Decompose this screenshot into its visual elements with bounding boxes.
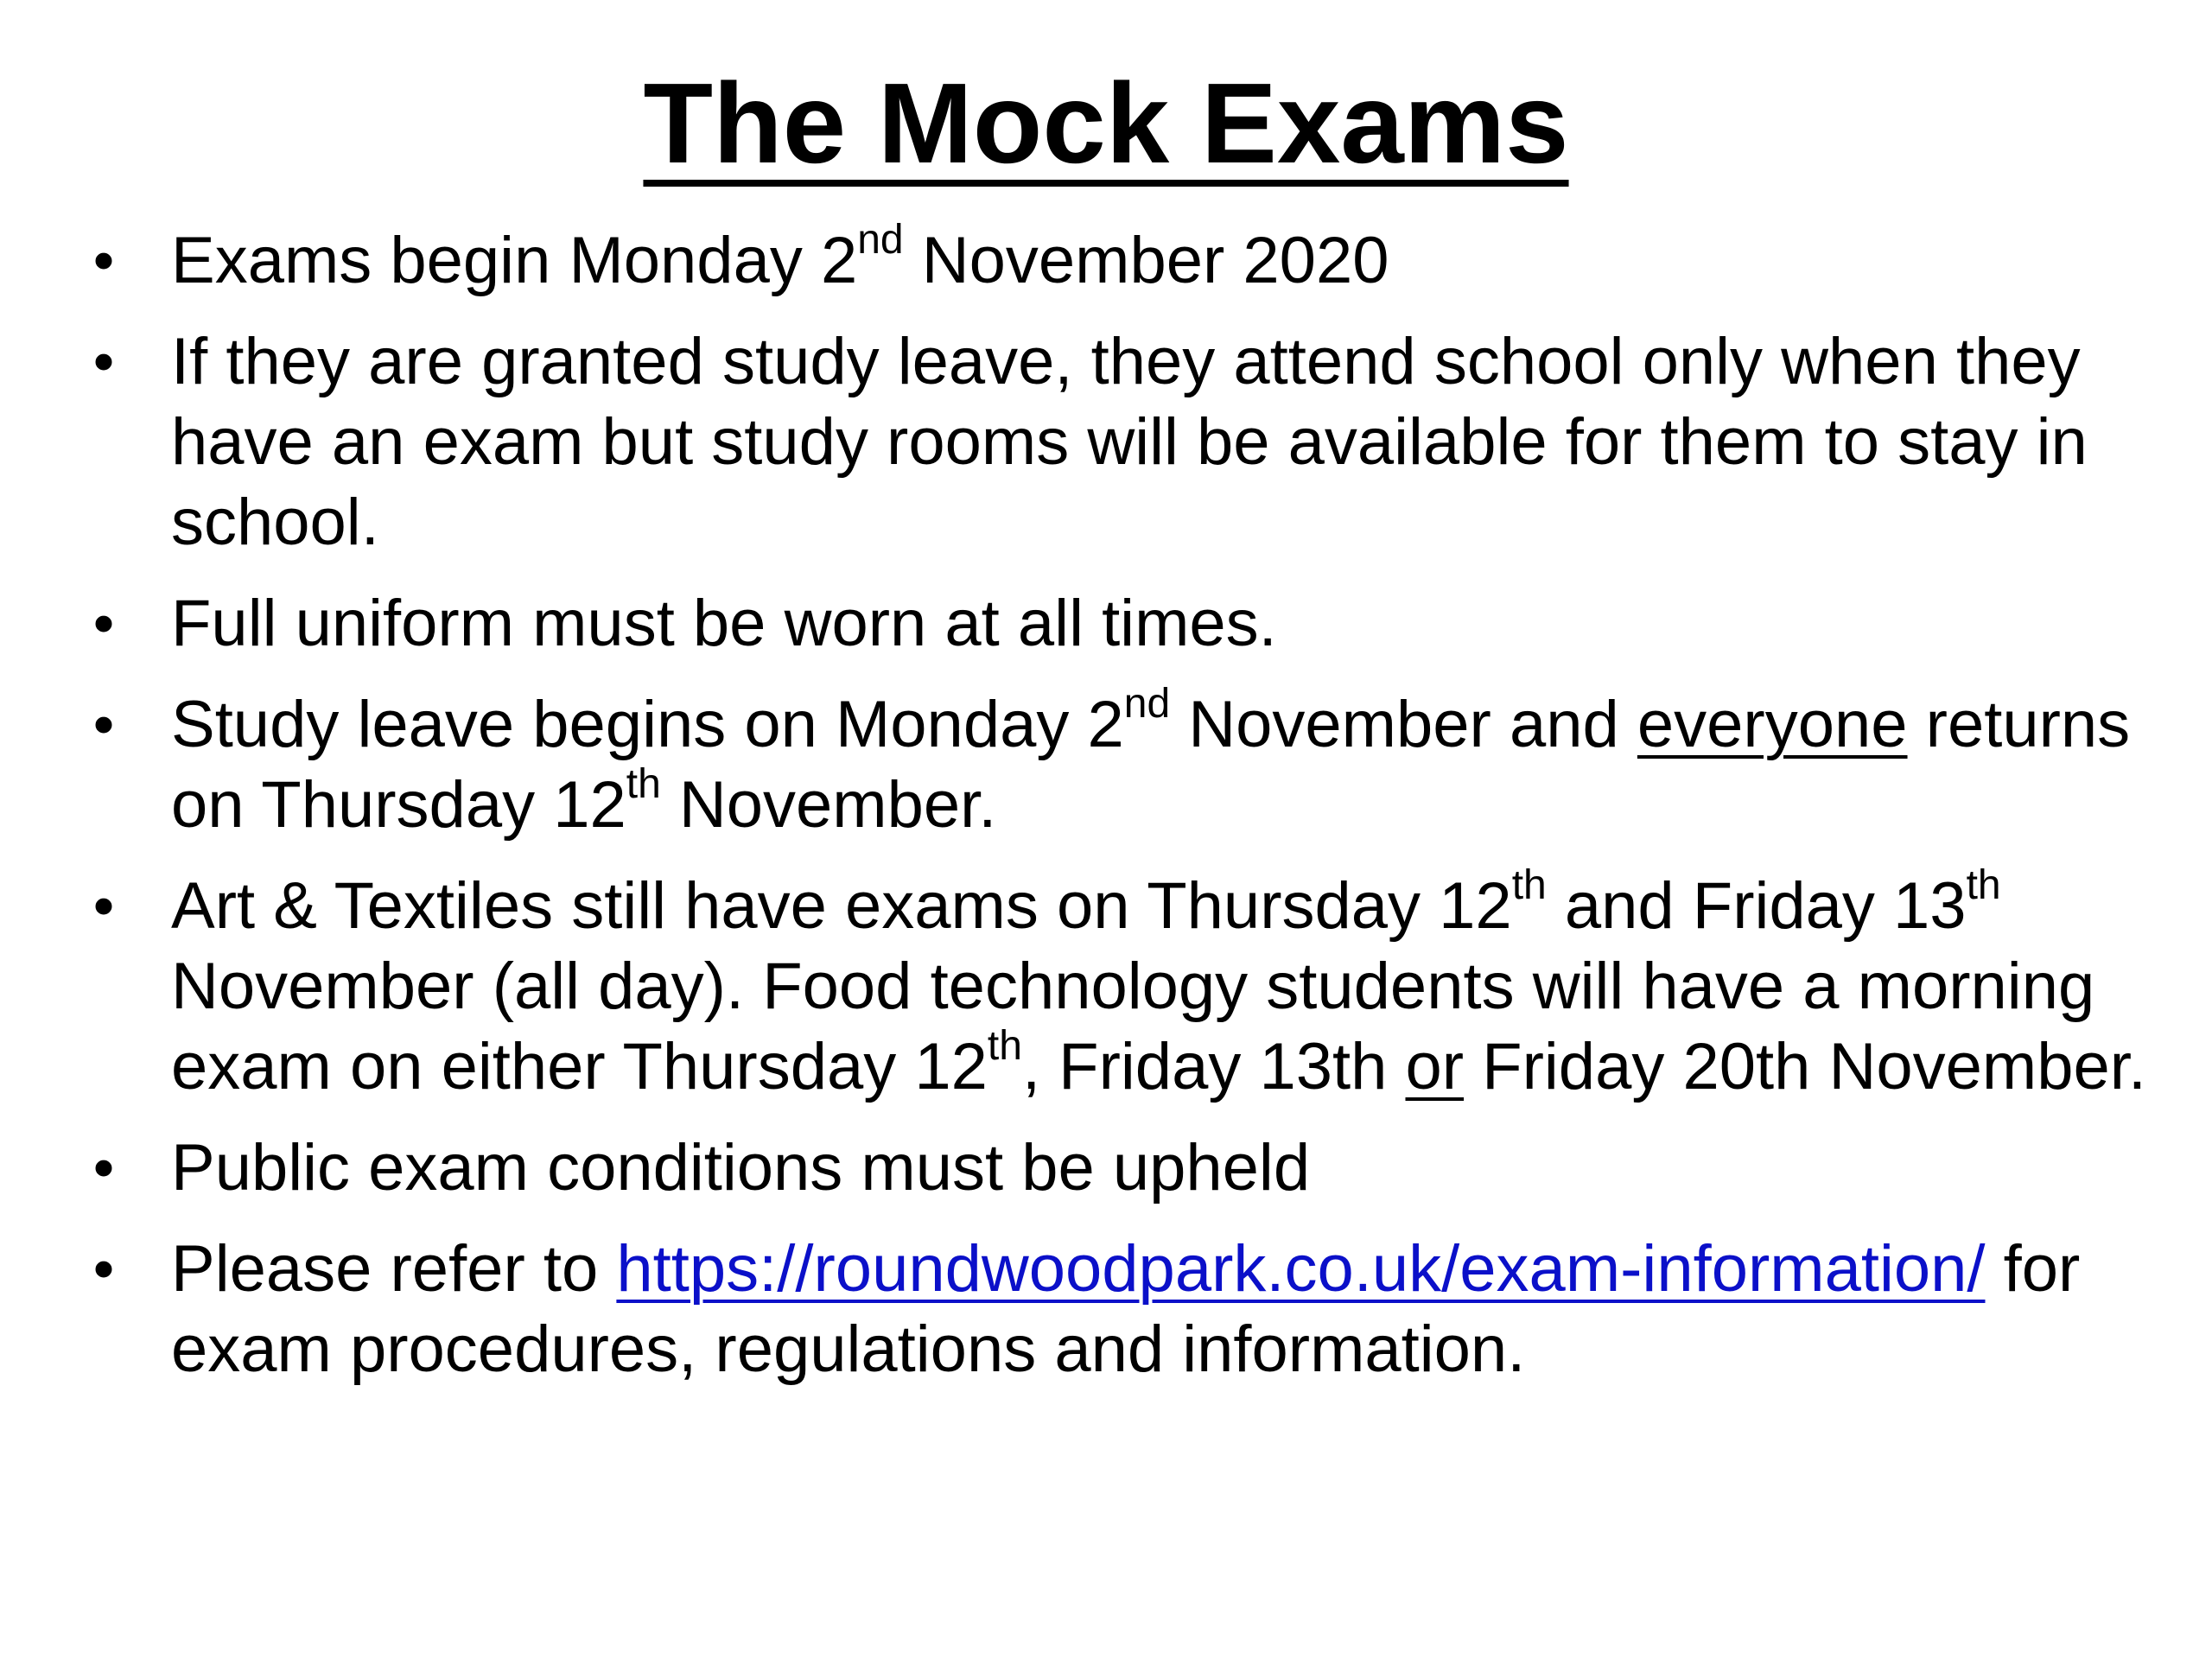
bullet-dot-icon: • bbox=[92, 327, 115, 395]
text-run: November. bbox=[660, 768, 997, 842]
text-run: November (all day). Food technology students will have a morning exam on either Thursday 12 bbox=[171, 950, 2095, 1103]
text-run: Friday 20th November. bbox=[1464, 1030, 2146, 1103]
bullet-dot-icon: • bbox=[92, 589, 115, 657]
ordinal-suffix: th bbox=[626, 761, 661, 807]
underlined-text: or bbox=[1405, 1030, 1465, 1103]
bullet-item-refer-link bbox=[0, 1229, 2212, 1389]
text-run: November and bbox=[1170, 688, 1637, 761]
text-run: and Friday 13 bbox=[1546, 869, 1967, 943]
bullet-dot-icon: • bbox=[92, 1235, 115, 1302]
ordinal-suffix: nd bbox=[1123, 681, 1171, 727]
text-run: If they are granted study leave, they attend school only when they have an exam but study rooms will be available for them to stay in school. bbox=[171, 325, 2088, 559]
title-text: The Mock Exams bbox=[643, 60, 1569, 187]
text-run: Please refer to bbox=[171, 1232, 617, 1306]
bullet-list bbox=[0, 217, 2212, 1410]
text-run: Exams begin Monday 2 bbox=[171, 224, 858, 297]
text-run: Public exam conditions must be upheld bbox=[171, 1131, 1311, 1205]
bullet-item-study-leave-attendance bbox=[0, 321, 2212, 563]
bullet-dot-icon: • bbox=[92, 690, 115, 758]
underlined-text: everyone bbox=[1637, 688, 1908, 761]
bullet-dot-icon: • bbox=[92, 872, 115, 939]
page-title bbox=[0, 50, 2212, 197]
exam-information-link[interactable]: https://roundwoodpark.co.uk/exam-information/ bbox=[616, 1232, 1986, 1306]
bullet-item-exam-start bbox=[0, 217, 2212, 301]
text-run: for exam procedures, regulations and information. bbox=[171, 1232, 2081, 1386]
bullet-dot-icon: • bbox=[92, 226, 115, 294]
bullet-item-uniform bbox=[0, 583, 2212, 664]
bullet-dot-icon: • bbox=[92, 1134, 115, 1201]
bullet-item-exam-conditions bbox=[0, 1128, 2212, 1208]
ordinal-suffix: nd bbox=[857, 217, 904, 263]
text-run: returns on Thursday 12 bbox=[171, 688, 2131, 842]
text-run: November 2020 bbox=[903, 224, 1389, 297]
text-run: Full uniform must be worn at all times. bbox=[171, 587, 1277, 660]
text-run: Art & Textiles still have exams on Thursday 12 bbox=[171, 869, 1512, 943]
ordinal-suffix: th bbox=[1511, 862, 1547, 908]
ordinal-suffix: th bbox=[1966, 862, 2001, 908]
text-run: Study leave begins on Monday 2 bbox=[171, 688, 1124, 761]
ordinal-suffix: th bbox=[987, 1023, 1022, 1069]
bullet-item-art-textiles-food bbox=[0, 862, 2212, 1107]
bullet-item-study-leave-dates bbox=[0, 681, 2212, 845]
text-run: , Friday 13th bbox=[1021, 1030, 1406, 1103]
